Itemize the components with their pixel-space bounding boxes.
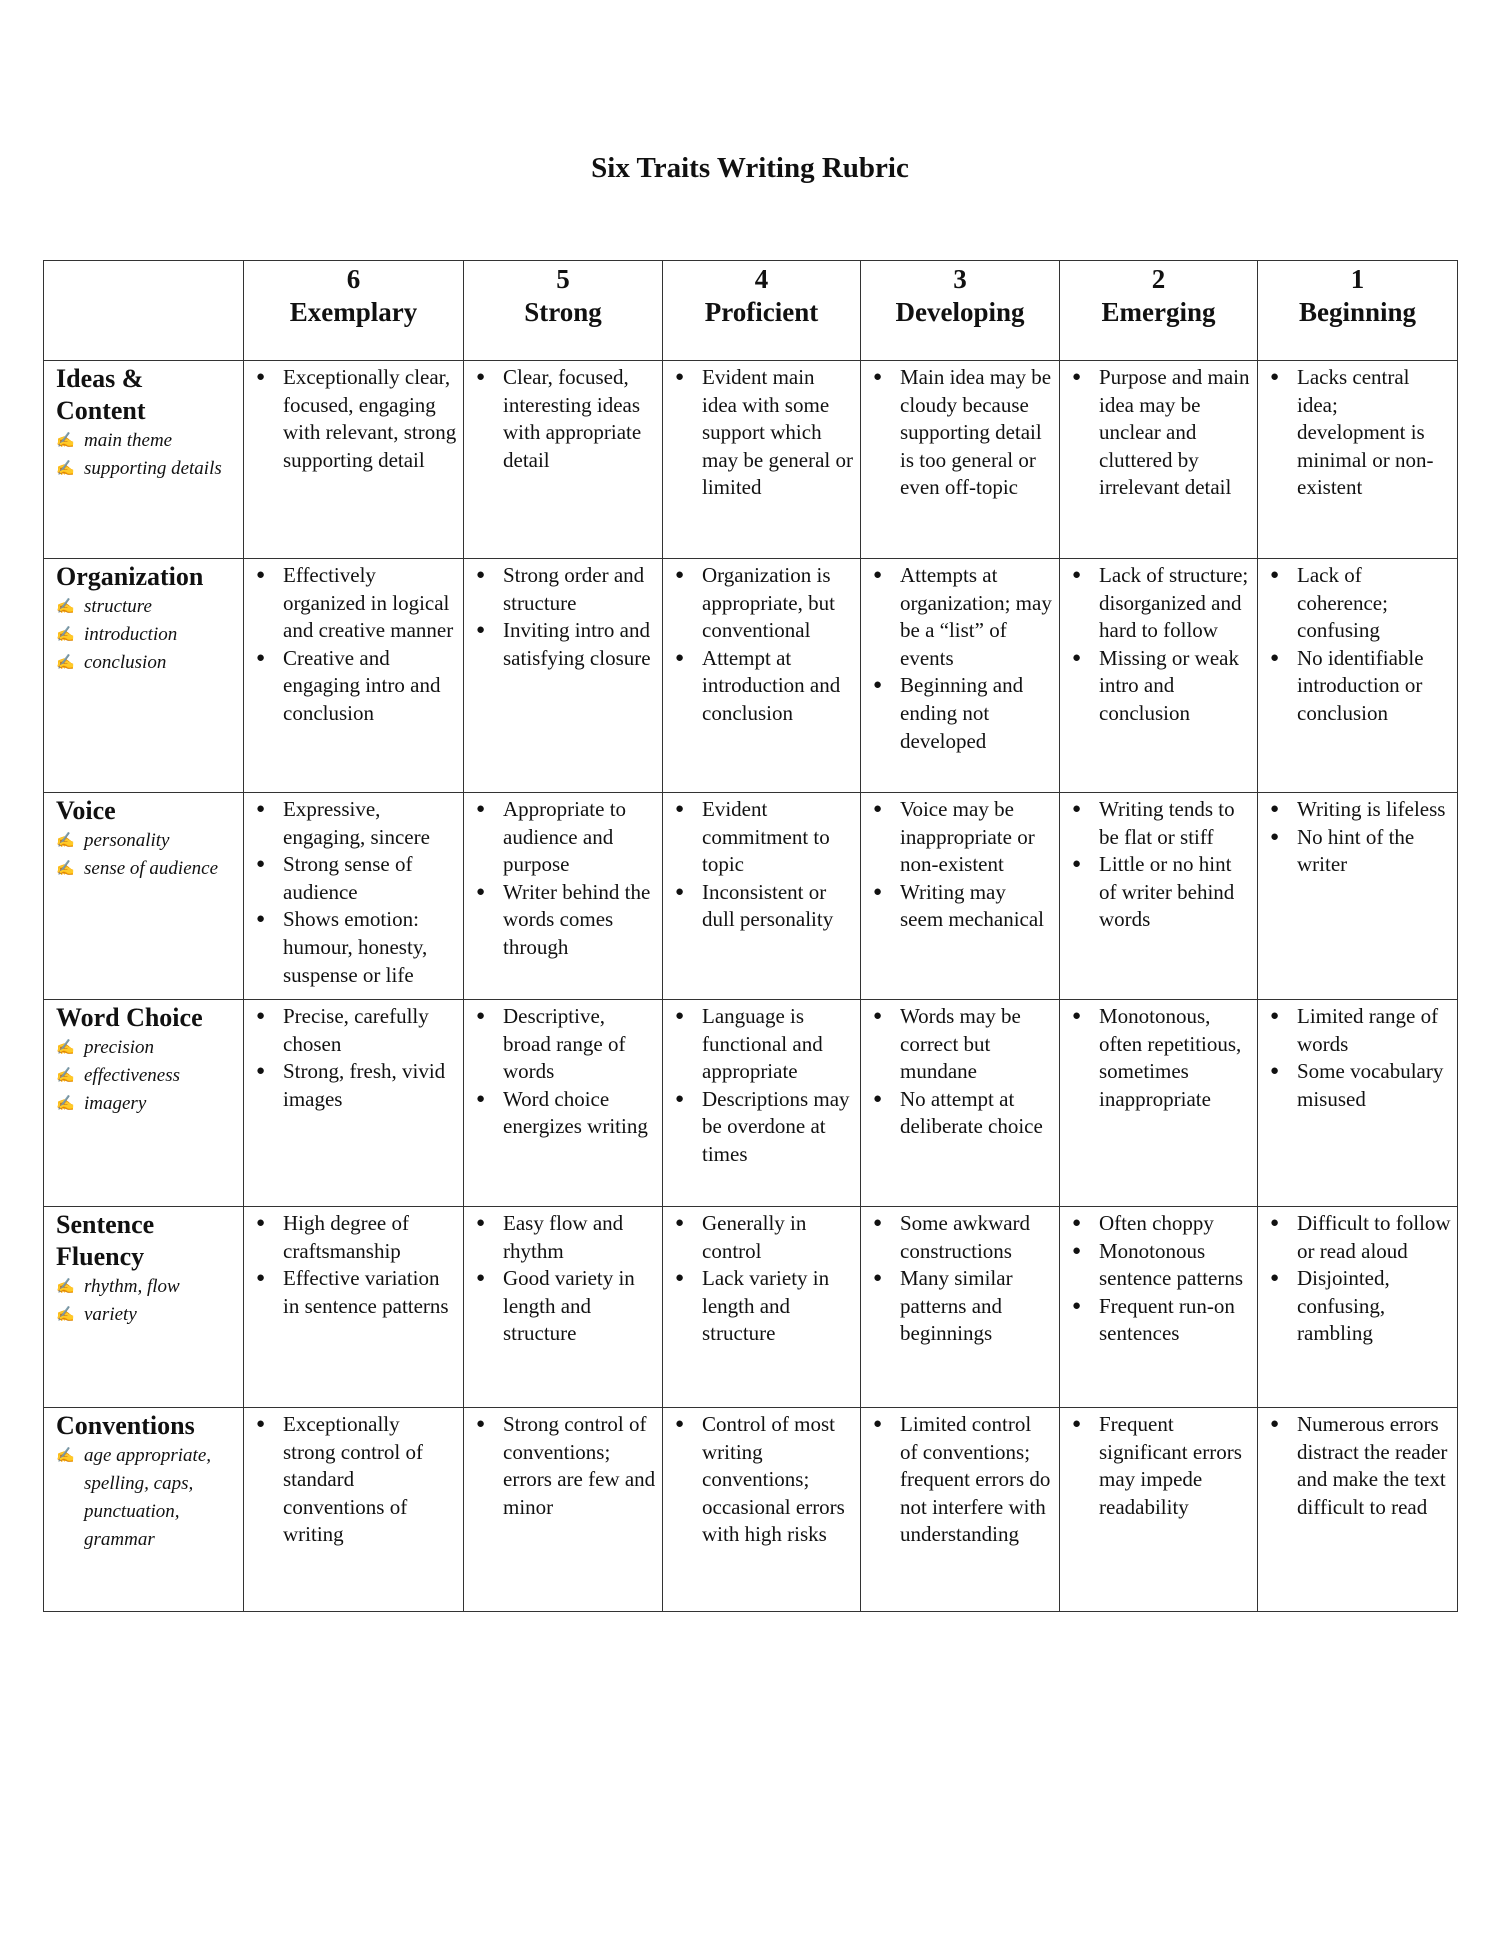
sub-criterion [44,593,243,621]
descriptor-bullet [1068,645,1251,728]
descriptor-bullet [252,1003,457,1058]
descriptor-text: Writing is lifeless [1297,797,1446,821]
bullet-icon: ● [476,622,486,639]
descriptor-text: Easy flow and rhythm [503,1211,624,1263]
descriptor-text: Attempt at introduction and conclusion [702,645,841,725]
bullet-icon: ● [675,1416,685,1432]
sub-criterion-label: personality [84,830,170,851]
sub-criterion [44,827,243,855]
descriptor-bullet [1068,1003,1251,1113]
trait-row [44,361,1458,559]
descriptor-bullet [671,562,854,645]
descriptor-cell [861,793,1060,1000]
descriptor-cell [464,361,663,559]
descriptor-bullet [252,645,457,728]
descriptor-cell [464,1000,663,1207]
descriptor-text: High degree of craftsmanship [283,1211,409,1263]
descriptor-text: Control of most writing conventions; occasional errors with high risks [702,1412,845,1547]
descriptor-text: Expressive, engaging, sincere [283,797,430,849]
descriptor-bullet [869,796,1053,879]
bullet-icon: ● [256,369,266,385]
bullet-icon: ● [256,856,266,873]
descriptor-bullet [869,1086,1053,1141]
trait-cell [44,559,244,793]
descriptor-text: No attempt at deliberate choice [900,1086,1043,1139]
descriptor-text: Writing tends to be flat or stiff [1099,797,1235,849]
bullet-icon: ● [1072,567,1082,583]
descriptor-text: Limited control of conventions; frequent errors do not interfere with understanding [900,1412,1051,1547]
corner-cell [44,261,244,361]
descriptor-text: Shows emotion: humour, honesty, suspense or life [283,907,428,987]
bullet-icon: ● [1072,801,1082,817]
descriptor-cell [244,1000,464,1207]
bullet-icon: ● [675,1215,685,1231]
bullet-icon: ● [476,1008,486,1024]
descriptor-bullet [1266,1210,1451,1265]
descriptor-bullet [671,1003,854,1086]
descriptor-bullet [1266,1003,1451,1058]
descriptor-bullet [252,562,457,645]
descriptor-text: Appropriate to audience and purpose [503,797,627,877]
bullet-icon: ● [675,1008,685,1024]
descriptor-bullet [472,364,656,474]
descriptor-bullet [1266,562,1451,645]
descriptor-cell [1258,361,1458,559]
bullet-icon: ● [476,1416,486,1432]
descriptor-bullet [252,796,457,851]
descriptor-text: Numerous errors distract the reader and make the text difficult to read [1297,1412,1448,1519]
descriptor-text: Exceptionally clear, focused, engaging with relevant, strong supporting detail [283,365,457,472]
bullet-icon: ● [873,1090,883,1107]
descriptor-text: Evident main idea with some support which may be general or limited [702,365,854,500]
writing-hand-icon: ✍ [56,599,75,615]
descriptor-bullet [472,1210,656,1265]
descriptor-bullet [1068,851,1251,934]
descriptor-text: Lack variety in length and structure [702,1266,830,1346]
descriptor-text: Some vocabulary misused [1297,1059,1444,1111]
bullet-icon: ● [1270,567,1280,583]
bullet-icon: ● [1072,1297,1082,1314]
descriptor-text: Purpose and main idea may be unclear and cluttered by irrelevant detail [1099,365,1250,500]
descriptor-bullet [671,879,854,934]
score: 4 [754,264,769,294]
descriptor-text: Disjointed, confusing, rambling [1297,1266,1390,1346]
descriptor-text: Effective variation in sentence patterns [283,1266,449,1318]
sub-criterion [44,1442,243,1554]
descriptor-text: Descriptive, broad range of words [503,1004,626,1084]
sub-criterion-label: conclusion [84,652,167,673]
sub-criterion [44,649,243,677]
bullet-icon: ● [873,677,883,694]
descriptor-bullet [472,1003,656,1086]
rubric-table [43,260,1458,1612]
descriptor-cell [244,361,464,559]
descriptor-cell [1060,559,1258,793]
descriptor-text: Strong order and structure [503,563,645,615]
column-header-proficient [663,261,861,361]
bullet-icon: ● [1270,369,1280,385]
trait-row [44,793,1458,1000]
bullet-icon: ● [476,1090,486,1107]
descriptor-bullet [472,1411,656,1521]
bullet-icon: ● [1072,1416,1082,1432]
descriptor-bullet [472,617,656,672]
trait-name: Conventions [56,1411,195,1440]
bullet-icon: ● [1072,1215,1082,1231]
sub-criterion-label: main theme [84,430,173,451]
descriptor-bullet [869,672,1053,755]
descriptor-bullet [671,1086,854,1169]
descriptor-bullet [1266,1411,1451,1521]
descriptor-bullet [472,879,656,962]
level-label: Exemplary [289,297,418,327]
writing-hand-icon: ✍ [56,627,75,643]
score: 1 [1350,264,1365,294]
sub-criterion-label: introduction [84,624,178,645]
descriptor-cell [1258,1000,1458,1207]
descriptor-text: Exceptionally strong control of standard conventions of writing [283,1412,423,1547]
sub-criterion [44,1301,243,1329]
descriptor-cell [1060,1207,1258,1408]
descriptor-text: Strong sense of audience [283,852,413,904]
descriptor-bullet [252,1411,457,1549]
score: 6 [346,264,361,294]
bullet-icon: ● [675,883,685,900]
bullet-icon: ● [675,1090,685,1107]
writing-hand-icon: ✍ [56,1096,75,1112]
descriptor-bullet [869,562,1053,672]
descriptor-text: Missing or weak intro and conclusion [1099,645,1239,725]
sub-criterion-label: effectiveness [84,1065,181,1086]
descriptor-bullet [671,1411,854,1549]
descriptor-text: Little or no hint of writer behind words [1099,852,1235,932]
descriptor-bullet [1068,796,1251,851]
bullet-icon: ● [256,567,266,583]
descriptor-text: Limited range of words [1297,1004,1439,1056]
bullet-icon: ● [1072,369,1082,385]
bullet-icon: ● [675,801,685,817]
level-label: Emerging [1101,297,1216,327]
bullet-icon: ● [873,1416,883,1432]
descriptor-text: Word choice energizes writing [503,1086,648,1139]
descriptor-bullet [1266,645,1451,728]
bullet-icon: ● [476,883,486,900]
descriptor-text: Writer behind the words comes through [503,879,651,959]
descriptor-text: Attempts at organization; may be a “list” of events [900,563,1052,670]
writing-hand-icon: ✍ [56,861,75,877]
descriptor-text: Good variety in length and structure [503,1266,635,1346]
descriptor-cell [1258,793,1458,1000]
descriptor-bullet [671,645,854,728]
descriptor-text: Often choppy [1099,1211,1214,1235]
descriptor-bullet [252,851,457,906]
bullet-icon: ● [1072,649,1082,666]
bullet-icon: ● [675,1270,685,1287]
column-header-emerging [1060,261,1258,361]
descriptor-bullet [869,1210,1053,1265]
writing-hand-icon: ✍ [56,1040,75,1056]
descriptor-cell [663,793,861,1000]
bullet-icon: ● [1270,801,1280,817]
descriptor-text: Strong control of conventions; errors are few and minor [503,1412,656,1519]
bullet-icon: ● [1270,1270,1280,1287]
trait-name: Voice [56,796,116,825]
sub-criterion [44,427,243,455]
descriptor-cell [464,793,663,1000]
descriptor-text: Monotonous sentence patterns [1099,1238,1244,1291]
sub-criterion [44,1034,243,1062]
bullet-icon: ● [1270,649,1280,666]
descriptor-text: Lacks central idea; development is minimal or non-existent [1297,365,1434,500]
descriptor-bullet [472,1086,656,1141]
descriptor-text: Lack of coherence; confusing [1297,563,1388,643]
descriptor-bullet [671,1210,854,1265]
descriptor-text: Clear, focused, interesting ideas with appropriate detail [503,365,642,472]
descriptor-cell [464,559,663,793]
trait-cell [44,1000,244,1207]
bullet-icon: ● [1270,1215,1280,1231]
bullet-icon: ● [873,801,883,817]
score: 3 [953,264,967,294]
descriptor-cell [1060,1000,1258,1207]
trait-cell [44,361,244,559]
descriptor-bullet [252,906,457,989]
descriptor-text: Inviting intro and satisfying closure [503,618,651,670]
descriptor-text: Organization is appropriate, but conventional [702,563,835,643]
page-title: Six Traits Writing Rubric [591,152,909,184]
bullet-icon: ● [476,1270,486,1287]
descriptor-cell [1258,1207,1458,1408]
writing-hand-icon: ✍ [56,833,75,849]
bullet-icon: ● [1270,1416,1280,1432]
descriptor-text: No hint of the writer [1297,824,1415,877]
sub-criterion [44,1090,243,1118]
descriptor-text: Strong, fresh, vivid images [283,1059,446,1111]
sub-criterion [44,455,243,483]
descriptor-text: Many similar patterns and beginnings [900,1266,1013,1346]
descriptor-bullet [472,796,656,879]
writing-hand-icon: ✍ [56,461,75,477]
descriptor-text: Effectively organized in logical and creative manner [283,563,454,643]
bullet-icon: ● [256,1063,266,1080]
descriptor-cell [861,559,1060,793]
descriptor-bullet [252,1265,457,1320]
bullet-icon: ● [256,649,266,666]
bullet-icon: ● [873,1008,883,1024]
bullet-icon: ● [476,801,486,817]
descriptor-bullet [252,364,457,474]
level-label: Strong [524,297,602,327]
descriptor-bullet [671,364,854,502]
bullet-icon: ● [675,369,685,385]
descriptor-text: Precise, carefully chosen [283,1004,429,1056]
descriptor-bullet [1266,824,1451,879]
level-label: Beginning [1298,297,1417,327]
descriptor-bullet [869,1411,1053,1549]
column-header-strong [464,261,663,361]
descriptor-text: Voice may be inappropriate or non-existent [900,797,1035,877]
descriptor-bullet [252,1210,457,1265]
bullet-icon: ● [476,369,486,385]
descriptor-bullet [1068,1238,1251,1293]
descriptor-bullet [472,1265,656,1348]
descriptor-cell [861,1207,1060,1408]
descriptor-text: No identifiable introduction or conclusion [1297,645,1424,725]
descriptor-bullet [1068,562,1251,645]
descriptor-text: Difficult to follow or read aloud [1297,1211,1451,1263]
descriptor-text: Main idea may be cloudy because supporting detail is too general or even off-topic [900,365,1052,500]
descriptor-cell [244,1408,464,1612]
bullet-icon: ● [256,1270,266,1287]
descriptor-cell [663,1000,861,1207]
descriptor-cell [861,1000,1060,1207]
header-row [44,261,1458,361]
bullet-icon: ● [256,801,266,817]
descriptor-bullet [869,879,1053,934]
level-label: Developing [895,297,1025,327]
sub-criterion-label: supporting details [84,458,222,479]
column-header-developing [861,261,1060,361]
descriptor-bullet [671,796,854,879]
bullet-icon: ● [1072,1242,1082,1259]
descriptor-cell [663,361,861,559]
writing-hand-icon: ✍ [56,1307,75,1323]
bullet-icon: ● [675,649,685,666]
bullet-icon: ● [256,1416,266,1432]
bullet-icon: ● [873,369,883,385]
bullet-icon: ● [1270,1008,1280,1024]
sub-criterion [44,621,243,649]
descriptor-text: Writing may seem mechanical [900,879,1045,932]
trait-row [44,1408,1458,1612]
descriptor-cell [244,559,464,793]
descriptor-cell [1060,1408,1258,1612]
descriptor-bullet [252,1058,457,1113]
descriptor-bullet [472,562,656,617]
column-header-exemplary [244,261,464,361]
sub-criterion-label: sense of audience [84,858,219,879]
descriptor-text: Frequent significant errors may impede readability [1099,1412,1242,1519]
descriptor-cell [244,1207,464,1408]
bullet-icon: ● [1270,828,1280,845]
descriptor-bullet [869,1003,1053,1086]
trait-row [44,1207,1458,1408]
descriptor-text: Frequent run-on sentences [1099,1293,1235,1346]
descriptor-text: Words may be correct but mundane [900,1004,1021,1084]
bullet-icon: ● [256,1215,266,1231]
bullet-icon: ● [476,1215,486,1231]
trait-row [44,559,1458,793]
descriptor-text: Some awkward constructions [900,1211,1031,1263]
descriptor-text: Generally in control [702,1211,807,1263]
descriptor-cell [1258,559,1458,793]
level-label: Proficient [704,297,819,327]
sub-criterion-label: precision [84,1037,155,1058]
writing-hand-icon: ✍ [56,655,75,671]
bullet-icon: ● [1072,856,1082,873]
descriptor-text: Creative and engaging intro and conclusion [283,645,441,725]
descriptor-bullet [1266,796,1451,824]
bullet-icon: ● [476,567,486,583]
bullet-icon: ● [256,1008,266,1024]
descriptor-cell [464,1207,663,1408]
descriptor-cell [861,1408,1060,1612]
descriptor-cell [861,361,1060,559]
writing-hand-icon: ✍ [56,1068,75,1084]
descriptor-cell [663,1207,861,1408]
sub-criterion-label: age appropriate, spelling, caps, punctuation, grammar [84,1445,212,1550]
descriptor-cell [1060,793,1258,1000]
descriptor-text: Descriptions may be overdone at times [702,1086,850,1166]
writing-hand-icon: ✍ [56,433,75,449]
descriptor-bullet [869,364,1053,502]
trait-name: Word Choice [56,1003,203,1032]
descriptor-cell [663,559,861,793]
trait-cell [44,1408,244,1612]
descriptor-text: Monotonous, often repetitious, sometimes inappropriate [1099,1004,1242,1111]
sub-criterion [44,855,243,883]
descriptor-bullet [1266,364,1451,502]
bullet-icon: ● [1072,1008,1082,1024]
descriptor-cell [1258,1408,1458,1612]
trait-name: Sentence Fluency [56,1210,155,1271]
writing-hand-icon: ✍ [56,1448,75,1464]
descriptor-text: Beginning and ending not developed [900,673,1024,753]
descriptor-bullet [869,1265,1053,1348]
sub-criterion-label: imagery [84,1093,147,1114]
descriptor-bullet [671,1265,854,1348]
descriptor-cell [1060,361,1258,559]
descriptor-bullet [1068,364,1251,502]
descriptor-bullet [1266,1058,1451,1113]
sub-criterion-label: rhythm, flow [84,1276,180,1297]
descriptor-bullet [1266,1265,1451,1348]
descriptor-cell [464,1408,663,1612]
descriptor-text: Inconsistent or dull personality [702,879,834,932]
sub-criterion [44,1062,243,1090]
bullet-icon: ● [256,911,266,928]
trait-row [44,1000,1458,1207]
bullet-icon: ● [873,883,883,900]
sub-criterion [44,1273,243,1301]
descriptor-text: Evident commitment to topic [702,797,830,877]
sub-criterion-label: structure [84,596,152,617]
descriptor-text: Language is functional and appropriate [702,1004,823,1084]
descriptor-cell [663,1408,861,1612]
bullet-icon: ● [1270,1063,1280,1080]
bullet-icon: ● [873,1215,883,1231]
descriptor-bullet [1068,1210,1251,1238]
bullet-icon: ● [675,567,685,583]
descriptor-bullet [1068,1293,1251,1348]
bullet-icon: ● [873,567,883,583]
score: 2 [1151,264,1166,294]
sub-criterion-label: variety [84,1304,137,1325]
score: 5 [556,264,570,294]
descriptor-text: Lack of structure; disorganized and hard to follow [1099,563,1249,643]
trait-cell [44,793,244,1000]
trait-cell [44,1207,244,1408]
writing-hand-icon: ✍ [56,1279,75,1295]
descriptor-bullet [1068,1411,1251,1521]
column-header-beginning [1258,261,1458,361]
bullet-icon: ● [873,1270,883,1287]
descriptor-cell [244,793,464,1000]
trait-name: Organization [56,562,204,591]
trait-name: Ideas & Content [56,364,146,425]
